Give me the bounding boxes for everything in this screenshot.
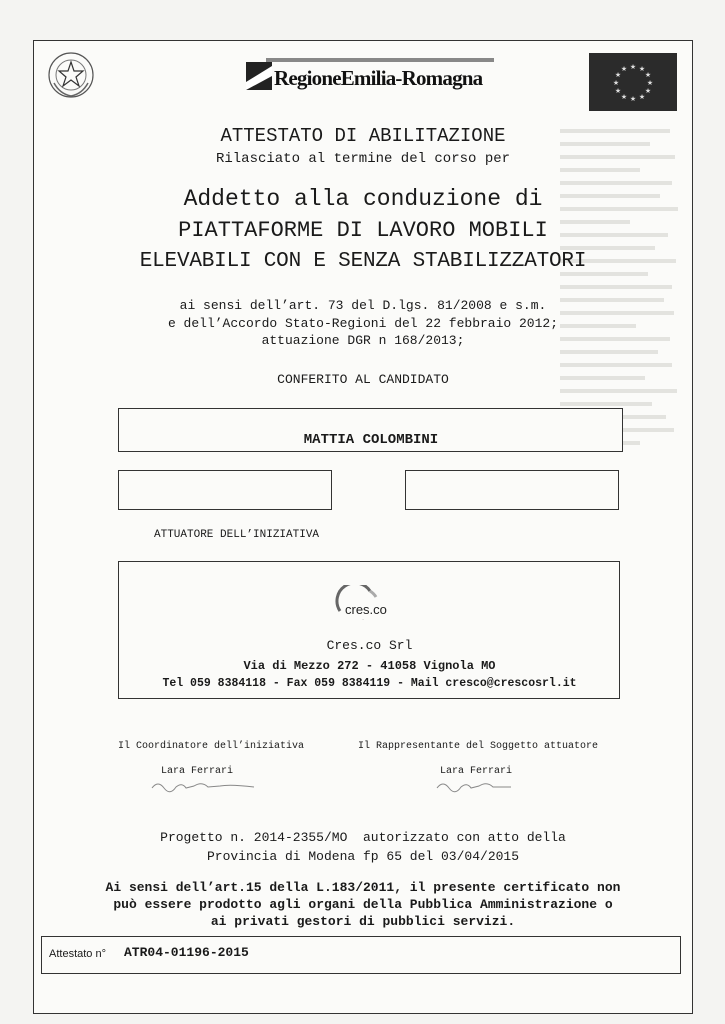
empty-field-box-left — [118, 470, 332, 510]
empty-field-box-right — [405, 470, 619, 510]
svg-text:★: ★ — [614, 87, 622, 95]
implementer-label: ATTUATORE DELL’INIZIATIVA — [154, 529, 320, 541]
svg-text:★: ★ — [638, 65, 646, 73]
signature-left-role: Il Coordinatore dell’iniziativa — [118, 741, 305, 752]
eu-flag-icon — [589, 53, 677, 111]
signature-left-name: Lara Ferrari — [161, 766, 234, 777]
certificate-number: ATR04-01196-2015 — [124, 945, 249, 960]
region-logo-text: RegioneEmilia-Romagna — [274, 66, 483, 90]
signature-right-scribble — [435, 778, 515, 794]
project-line-1: Progetto n. 2014-2355/MO autorizzato con atto della — [160, 830, 566, 845]
cresco-logo-text: cres.co — [345, 602, 387, 617]
signature-left-scribble — [150, 778, 260, 794]
legal-line-3: attuazione DGR n 168/2013; — [261, 333, 465, 348]
course-line-3: ELEVABILI CON E SENZA STABILIZZATORI — [139, 250, 587, 273]
legal-line-2: e dell’Accordo Stato-Regioni del 22 febbraio 2012; — [167, 316, 559, 331]
implementer-address: Via di Mezzo 272 - 41058 Vignola MO — [243, 659, 496, 673]
svg-text:★: ★ — [644, 87, 652, 95]
svg-text:★: ★ — [620, 65, 628, 73]
background-show-through — [560, 120, 680, 454]
notice-line-3: ai privati gestori di pubblici servizi. — [210, 914, 516, 929]
svg-text:★: ★ — [620, 93, 628, 101]
candidate-name: MATTIA COLOMBINI — [303, 432, 439, 448]
certificate-number-label: Attestato n° — [49, 948, 106, 960]
implementer-name: Cres.co Srl — [326, 638, 413, 653]
legal-line-1: ai sensi dell’art. 73 del D.lgs. 81/2008 e s.m. — [179, 298, 547, 313]
region-logo-mark-icon — [246, 62, 272, 90]
course-line-2: PIATTAFORME DI LAVORO MOBILI — [178, 218, 548, 243]
svg-text:★: ★ — [629, 63, 637, 71]
candidate-label: CONFERITO AL CANDIDATO — [277, 372, 449, 387]
signature-right-role: Il Rappresentante del Soggetto attuatore — [358, 741, 599, 752]
svg-text:★: ★ — [629, 95, 637, 103]
course-line-1: Addetto alla conduzione di — [183, 186, 543, 212]
svg-text:★: ★ — [614, 71, 622, 79]
notice-line-1: Ai sensi dell’art.15 della L.183/2011, il presente certificato non — [105, 880, 621, 895]
svg-text:★: ★ — [612, 79, 620, 87]
svg-text:★: ★ — [644, 71, 652, 79]
svg-text:★: ★ — [638, 93, 646, 101]
italian-republic-emblem-icon — [46, 50, 96, 100]
signature-right-name: Lara Ferrari — [440, 766, 513, 777]
svg-text:·: · — [362, 617, 364, 623]
notice-line-2: può essere prodotto agli organi della Pubblica Amministrazione o — [113, 897, 613, 912]
region-logo — [246, 58, 496, 94]
project-line-2: Provincia di Modena fp 65 del 03/04/2015 — [206, 849, 520, 864]
certificate-title: ATTESTATO DI ABILITAZIONE — [220, 125, 506, 147]
svg-text:★: ★ — [646, 79, 654, 87]
certificate-subtitle: Rilasciato al termine del corso per — [215, 151, 511, 167]
implementer-contacts: Tel 059 8384118 - Fax 059 8384119 - Mail cresco@crescosrl.it — [162, 677, 577, 690]
